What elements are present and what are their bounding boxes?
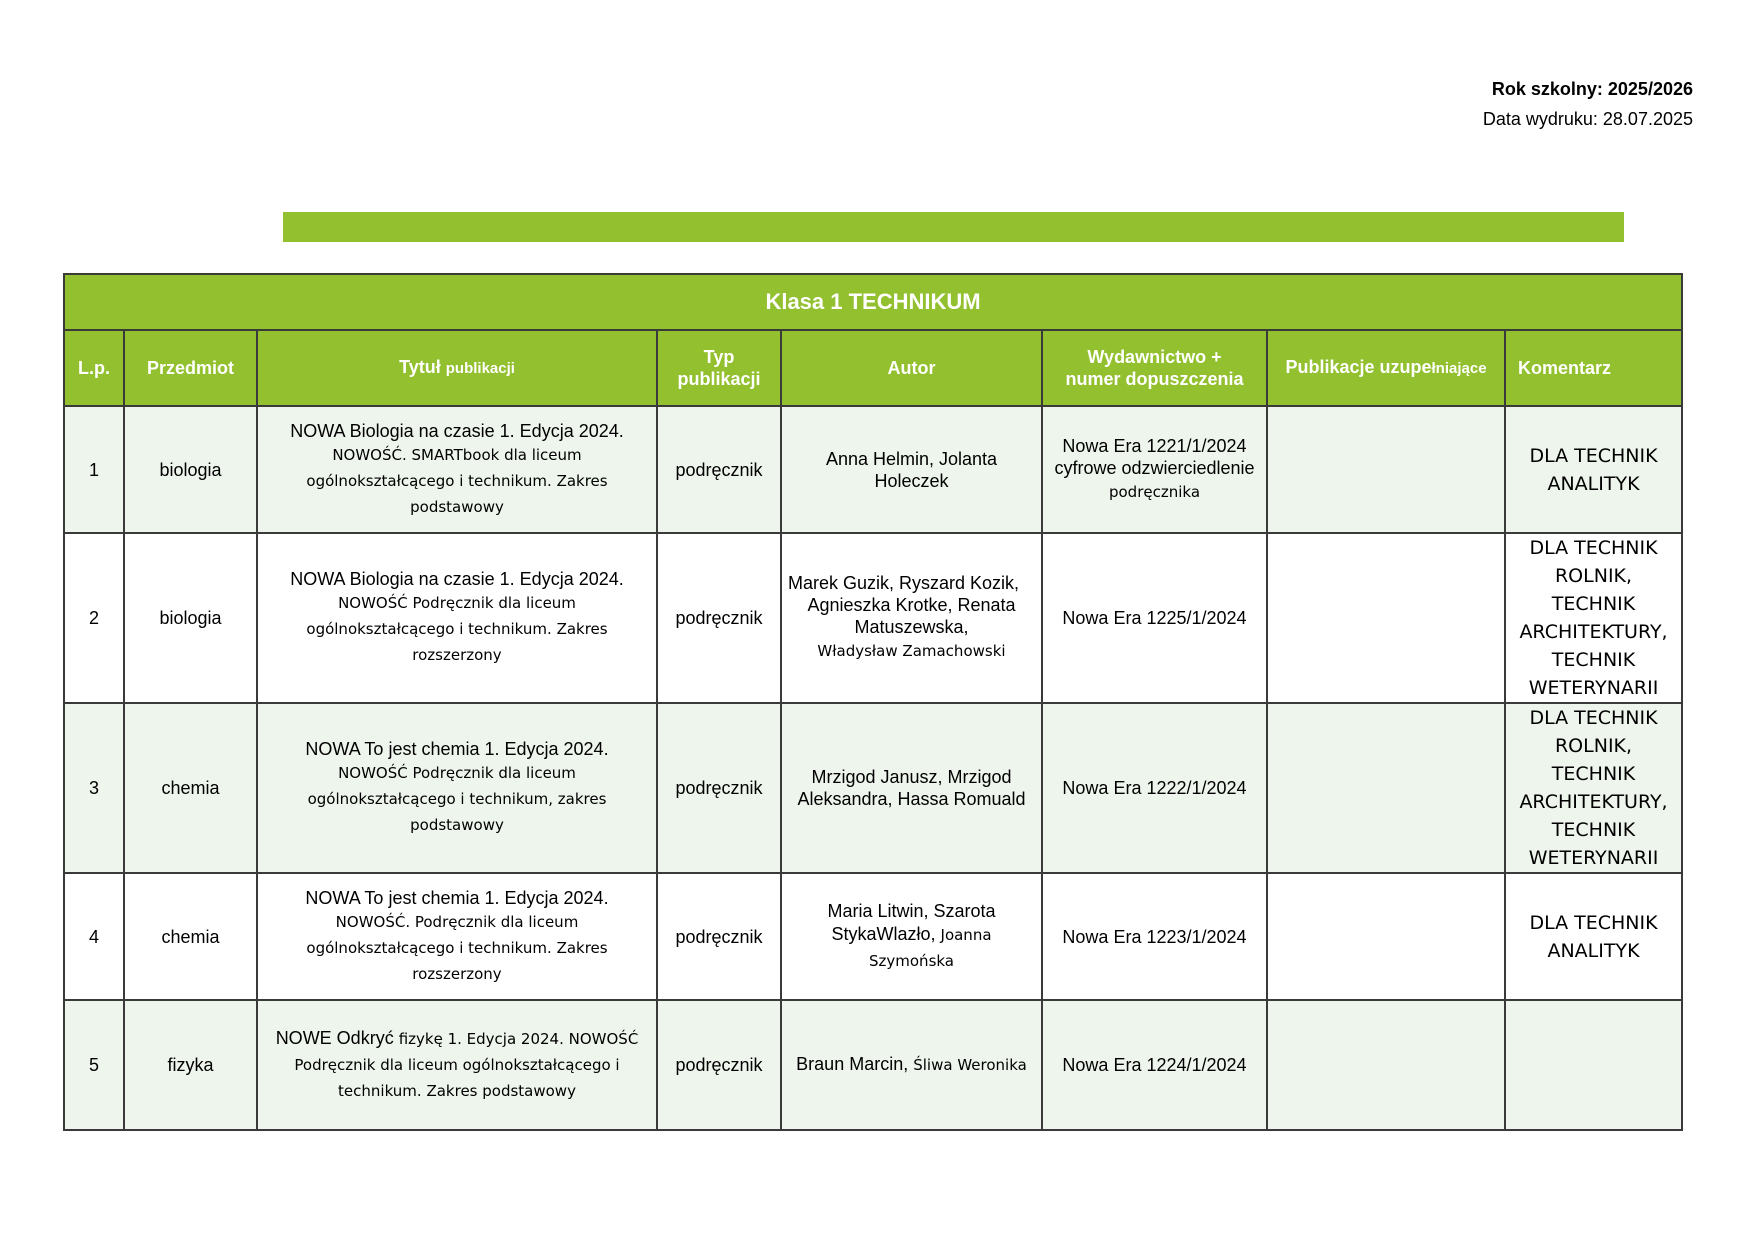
col-lp: L.p.	[64, 330, 124, 406]
cell-lp: 2	[64, 533, 124, 703]
cell-type: podręcznik	[657, 873, 781, 1000]
cell-lp: 4	[64, 873, 124, 1000]
cell-comment: DLA TECHNIK ROLNIK, TECHNIK ARCHITEKTURY, TECHNIK WETERYNARII	[1505, 533, 1682, 703]
cell-comment: DLA TECHNIK ANALITYK	[1505, 406, 1682, 533]
cell-supplement	[1267, 533, 1505, 703]
cell-comment	[1505, 1000, 1682, 1130]
col-supplement: Publikacje uzupełniające	[1267, 330, 1505, 406]
cell-type: podręcznik	[657, 703, 781, 873]
cell-subject: biologia	[124, 406, 257, 533]
cell-author: Mrzigod Janusz, Mrzigod Aleksandra, Hassa Romuald	[781, 703, 1042, 873]
cell-publisher: Nowa Era 1224/1/2024	[1042, 1000, 1267, 1130]
decorative-green-bar	[283, 212, 1624, 242]
table-row	[64, 533, 1682, 703]
cell-type: podręcznik	[657, 1000, 781, 1130]
table-row	[64, 703, 1682, 873]
print-date: Data wydruku: 28.07.2025	[1482, 109, 1693, 129]
cell-lp: 1	[64, 406, 124, 533]
cell-comment: DLA TECHNIK ROLNIK, TECHNIK ARCHITEKTURY, TECHNIK WETERYNARII	[1505, 703, 1682, 873]
cell-publisher: Nowa Era 1222/1/2024	[1042, 703, 1267, 873]
cell-supplement	[1267, 1000, 1505, 1130]
cell-lp: 5	[64, 1000, 124, 1130]
cell-author: Marek Guzik, Ryszard Kozik, Agnieszka Krotke, Renata Matuszewska, Władysław Zamachowski	[781, 533, 1042, 703]
cell-title: NOWA Biologia na czasie 1. Edycja 2024. NOWOŚĆ. SMARTbook dla liceum ogólnokształcącego i technikum. Zakres podstawowy	[257, 406, 657, 533]
cell-type: podręcznik	[657, 533, 781, 703]
textbook-table	[63, 273, 1683, 1131]
cell-title: NOWA Biologia na czasie 1. Edycja 2024. NOWOŚĆ Podręcznik dla liceum ogólnokształcącego i technikum. Zakres rozszerzony	[257, 533, 657, 703]
cell-subject: chemia	[124, 703, 257, 873]
cell-publisher: Nowa Era 1225/1/2024	[1042, 533, 1267, 703]
col-type: Typ publikacji	[657, 330, 781, 406]
table-row	[64, 406, 1682, 533]
col-title: Tytuł publikacji	[257, 330, 657, 406]
document-header	[1483, 74, 1693, 134]
col-subject: Przedmiot	[124, 330, 257, 406]
cell-supplement	[1267, 873, 1505, 1000]
cell-title: NOWE Odkryć fizykę 1. Edycja 2024. NOWOŚĆ Podręcznik dla liceum ogólnokształcącego i technikum. Zakres podstawowy	[257, 1000, 657, 1130]
col-author: Autor	[781, 330, 1042, 406]
cell-publisher: Nowa Era 1223/1/2024	[1042, 873, 1267, 1000]
cell-supplement	[1267, 406, 1505, 533]
header-row	[64, 330, 1682, 406]
cell-title: NOWA To jest chemia 1. Edycja 2024. NOWOŚĆ Podręcznik dla liceum ogólnokształcącego i technikum, zakres podstawowy	[257, 703, 657, 873]
cell-comment: DLA TECHNIK ANALITYK	[1505, 873, 1682, 1000]
cell-publisher: Nowa Era 1221/1/2024 cyfrowe odzwierciedlenie podręcznika	[1042, 406, 1267, 533]
cell-lp: 3	[64, 703, 124, 873]
cell-subject: biologia	[124, 533, 257, 703]
table-row	[64, 1000, 1682, 1130]
cell-author: Braun Marcin, Śliwa Weronika	[781, 1000, 1042, 1130]
class-title-row	[64, 274, 1682, 330]
cell-subject: chemia	[124, 873, 257, 1000]
cell-title: NOWA To jest chemia 1. Edycja 2024. NOWOŚĆ. Podręcznik dla liceum ogólnokształcącego i technikum. Zakres rozszerzony	[257, 873, 657, 1000]
table-row	[64, 873, 1682, 1000]
school-year: Rok szkolny: 2025/2026	[1491, 79, 1693, 99]
col-comment: Komentarz	[1505, 330, 1682, 406]
class-title: Klasa 1 TECHNIKUM	[64, 274, 1682, 330]
cell-author: Anna Helmin, Jolanta Holeczek	[781, 406, 1042, 533]
col-publisher: Wydawnictwo + numer dopuszczenia	[1042, 330, 1267, 406]
cell-supplement	[1267, 703, 1505, 873]
cell-type: podręcznik	[657, 406, 781, 533]
cell-subject: fizyka	[124, 1000, 257, 1130]
cell-author: Maria Litwin, Szarota StykaWlazło, Joanna Szymońska	[781, 873, 1042, 1000]
